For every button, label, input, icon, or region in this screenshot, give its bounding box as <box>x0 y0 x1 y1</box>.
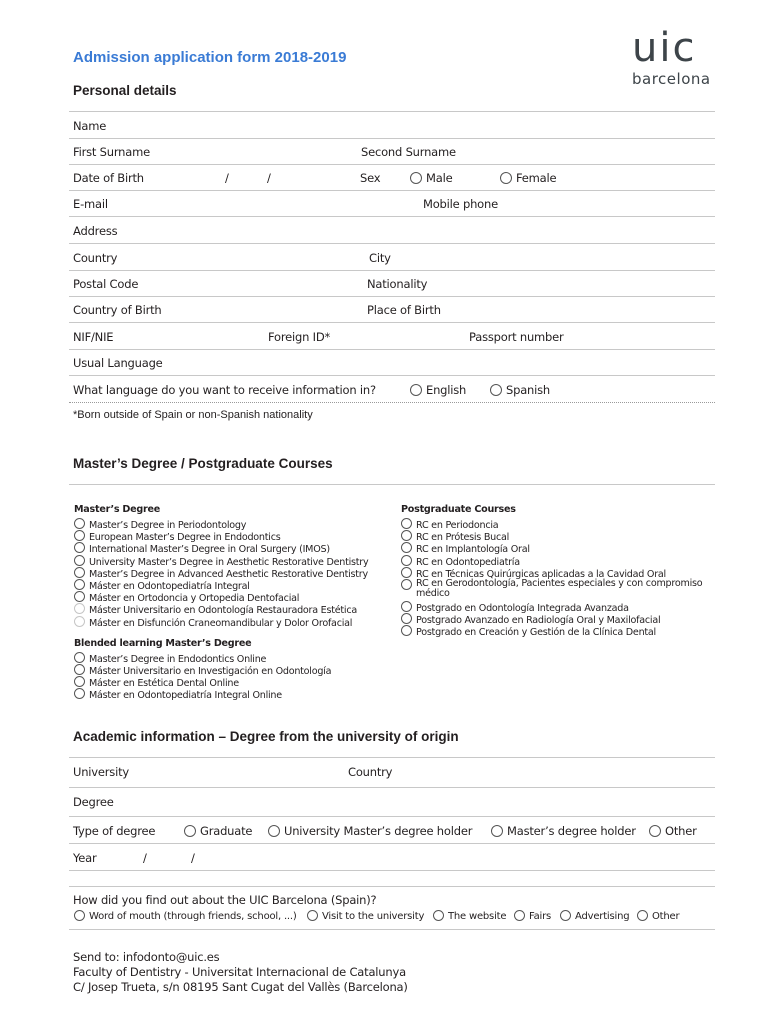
radio-icon[interactable] <box>74 542 85 553</box>
list-item[interactable]: RC en Periodoncia <box>401 518 716 530</box>
spanish-option[interactable]: Spanish <box>490 383 550 397</box>
list-item[interactable]: Master’s Degree in Periodontology <box>74 518 368 530</box>
radio-icon[interactable] <box>307 910 318 921</box>
uic-logo-subtitle: barcelona <box>632 70 711 88</box>
list-item[interactable]: University Master’s Degree in Aesthetic Restorative Dentistry <box>74 555 368 567</box>
list-item[interactable]: Master’s Degree in Endodontics Online <box>74 652 368 664</box>
female-option[interactable]: Female <box>500 171 556 185</box>
visit-option[interactable]: Visit to the university <box>307 910 424 922</box>
year-label: Year <box>73 851 97 865</box>
postgrad-list <box>401 504 716 638</box>
radio-icon[interactable] <box>410 172 422 184</box>
list-item[interactable]: Máster Universitario en Odontología Restauradora Estética <box>74 603 368 615</box>
university-row[interactable] <box>69 758 715 788</box>
website-option[interactable]: The website <box>433 910 506 922</box>
form-title: Admission application form 2018-2019 <box>73 49 347 66</box>
type-of-degree-label: Type of degree <box>73 824 156 838</box>
list-item[interactable]: Postgrado en Odontología Integrada Avanzada <box>401 601 716 613</box>
fairs-option[interactable]: Fairs <box>514 910 551 922</box>
radio-icon[interactable] <box>401 613 412 624</box>
surname-row[interactable] <box>69 138 715 165</box>
radio-icon[interactable] <box>433 910 444 921</box>
mobile-label: Mobile phone <box>423 197 498 211</box>
radio-icon[interactable] <box>401 601 412 612</box>
email-row[interactable] <box>69 190 715 217</box>
radio-icon[interactable] <box>74 688 85 699</box>
radio-icon[interactable] <box>401 530 412 541</box>
radio-icon[interactable] <box>560 910 571 921</box>
info-language-row <box>69 376 715 403</box>
radio-icon[interactable] <box>74 518 85 529</box>
radio-icon[interactable] <box>74 567 85 578</box>
radio-icon[interactable] <box>491 825 503 837</box>
radio-icon[interactable] <box>74 579 85 590</box>
list-item[interactable]: Master’s Degree in Advanced Aesthetic Restorative Dentistry <box>74 567 368 579</box>
radio-icon[interactable] <box>184 825 196 837</box>
radio-icon[interactable] <box>74 591 85 602</box>
country-row[interactable] <box>69 244 715 271</box>
radio-icon[interactable] <box>401 579 412 590</box>
sex-label: Sex <box>360 171 381 185</box>
address-row[interactable] <box>69 217 715 244</box>
address-label: Address <box>73 224 118 238</box>
birth-row[interactable] <box>69 296 715 323</box>
master-holder-option[interactable]: Master’s degree holder <box>491 824 636 838</box>
id-row[interactable] <box>69 323 715 350</box>
academic-country-label: Country <box>348 765 393 779</box>
radio-icon[interactable] <box>268 825 280 837</box>
university-label: University <box>73 765 130 779</box>
radio-icon[interactable] <box>401 625 412 636</box>
other-degree-option[interactable]: Other <box>649 824 697 838</box>
divider <box>69 886 715 887</box>
graduate-option[interactable]: Graduate <box>184 824 252 838</box>
radio-icon[interactable] <box>74 676 85 687</box>
usual-language-row[interactable] <box>69 349 715 376</box>
list-item[interactable]: European Master’s Degree in Endodontics <box>74 530 368 542</box>
city-label: City <box>369 251 391 265</box>
foreign-id-label: Foreign ID* <box>268 330 331 344</box>
dob-slash: / <box>225 171 229 185</box>
list-item[interactable]: International Master’s Degree in Oral Surgery (IMOS) <box>74 542 368 554</box>
list-item[interactable]: RC en Odontopediatría <box>401 555 716 567</box>
list-item[interactable]: Máster en Ortodoncia y Ortopedia Dentofacial <box>74 591 368 603</box>
male-option[interactable]: Male <box>410 171 452 185</box>
info-language-label: What language do you want to receive information in? <box>73 383 376 397</box>
other-source-option[interactable]: Other <box>637 910 679 922</box>
radio-icon[interactable] <box>74 603 85 614</box>
degree-label: Degree <box>73 795 114 809</box>
radio-icon[interactable] <box>401 542 412 553</box>
country-label: Country <box>73 251 118 265</box>
degree-row[interactable] <box>69 788 715 817</box>
advertising-option[interactable]: Advertising <box>560 910 629 922</box>
radio-icon[interactable] <box>649 825 661 837</box>
list-item[interactable]: Postgrado en Creación y Gestión de la Clínica Dental <box>401 625 716 637</box>
radio-icon[interactable] <box>74 664 85 675</box>
courses-heading: Master’s Degree / Postgraduate Courses <box>73 456 333 471</box>
nif-label: NIF/NIE <box>73 330 114 344</box>
list-item[interactable]: RC en Implantología Oral <box>401 542 716 554</box>
name-row[interactable] <box>69 112 715 139</box>
type-of-degree-row <box>69 817 715 844</box>
academic-heading: Academic information – Degree from the university of origin <box>73 729 459 744</box>
dob-row[interactable] <box>69 164 715 191</box>
radio-icon[interactable] <box>490 384 502 396</box>
nationality-label: Nationality <box>367 277 428 291</box>
send-to-email[interactable]: Send to: infodonto@uic.es <box>73 950 220 964</box>
year-slash: / <box>143 851 147 865</box>
postgrad-heading: Postgraduate Courses <box>401 504 516 515</box>
radio-icon[interactable] <box>74 616 85 627</box>
born-outside-note: *Born outside of Spain or non-Spanish nationality <box>73 409 313 421</box>
dob-slash: / <box>267 171 271 185</box>
divider <box>69 484 715 485</box>
list-item[interactable]: Máster en Odontopediatría Integral Online <box>74 688 368 700</box>
name-label: Name <box>73 119 107 133</box>
source-question: How did you find out about the UIC Barcelona (Spain)? <box>73 893 377 907</box>
radio-icon[interactable] <box>401 555 412 566</box>
radio-icon[interactable] <box>401 567 412 578</box>
radio-icon[interactable] <box>74 555 85 566</box>
uic-logo: uic <box>632 25 697 71</box>
year-row[interactable] <box>69 844 715 871</box>
list-item[interactable]: RC en Gerodontología, Pacientes especiales y con compromiso médico <box>401 579 716 601</box>
list-item[interactable]: Máster en Disfunción Craneomandibular y Dolor Orofacial <box>74 616 368 628</box>
radio-icon[interactable] <box>637 910 648 921</box>
postal-address: C/ Josep Trueta, s/n 08195 Sant Cugat del Vallès (Barcelona) <box>73 980 408 994</box>
personal-details-heading: Personal details <box>73 83 177 98</box>
radio-icon[interactable] <box>74 910 85 921</box>
country-of-birth-label: Country of Birth <box>73 303 162 317</box>
radio-icon[interactable] <box>401 518 412 529</box>
year-slash: / <box>191 851 195 865</box>
radio-icon[interactable] <box>514 910 525 921</box>
word-of-mouth-option[interactable]: Word of mouth (through friends, school, ...) <box>74 910 297 922</box>
passport-label: Passport number <box>469 330 564 344</box>
list-item[interactable]: Máster en Odontopediatría Integral <box>74 579 368 591</box>
divider <box>69 929 715 930</box>
faculty-name: Faculty of Dentistry - Universitat Internacional de Catalunya <box>73 965 406 979</box>
radio-icon[interactable] <box>74 652 85 663</box>
dob-label: Date of Birth <box>73 171 144 185</box>
footer-address <box>73 950 408 995</box>
list-item[interactable]: RC en Prótesis Bucal <box>401 530 716 542</box>
radio-icon[interactable] <box>74 530 85 541</box>
second-surname-label: Second Surname <box>361 145 456 159</box>
blended-heading: Blended learning Master’s Degree <box>74 637 252 649</box>
list-item[interactable]: RC en Técnicas Quirúrgicas aplicadas a la Cavidad Oral <box>401 567 716 579</box>
masters-heading: Master’s Degree <box>74 504 160 515</box>
usual-language-label: Usual Language <box>73 356 163 370</box>
list-item[interactable]: Postgrado Avanzado en Radiología Oral y Maxilofacial <box>401 613 716 625</box>
postal-row[interactable] <box>69 270 715 297</box>
list-item[interactable]: Máster en Estética Dental Online <box>74 676 368 688</box>
university-master-option[interactable]: University Master’s degree holder <box>268 824 472 838</box>
place-of-birth-label: Place of Birth <box>367 303 441 317</box>
email-label: E-mail <box>73 197 108 211</box>
radio-icon[interactable] <box>500 172 512 184</box>
english-option[interactable]: English <box>410 383 466 397</box>
first-surname-label: First Surname <box>73 145 150 159</box>
list-item[interactable]: Máster Universitario en Investigación en Odontología <box>74 664 368 676</box>
postal-code-label: Postal Code <box>73 277 139 291</box>
masters-list <box>74 504 368 700</box>
radio-icon[interactable] <box>410 384 422 396</box>
